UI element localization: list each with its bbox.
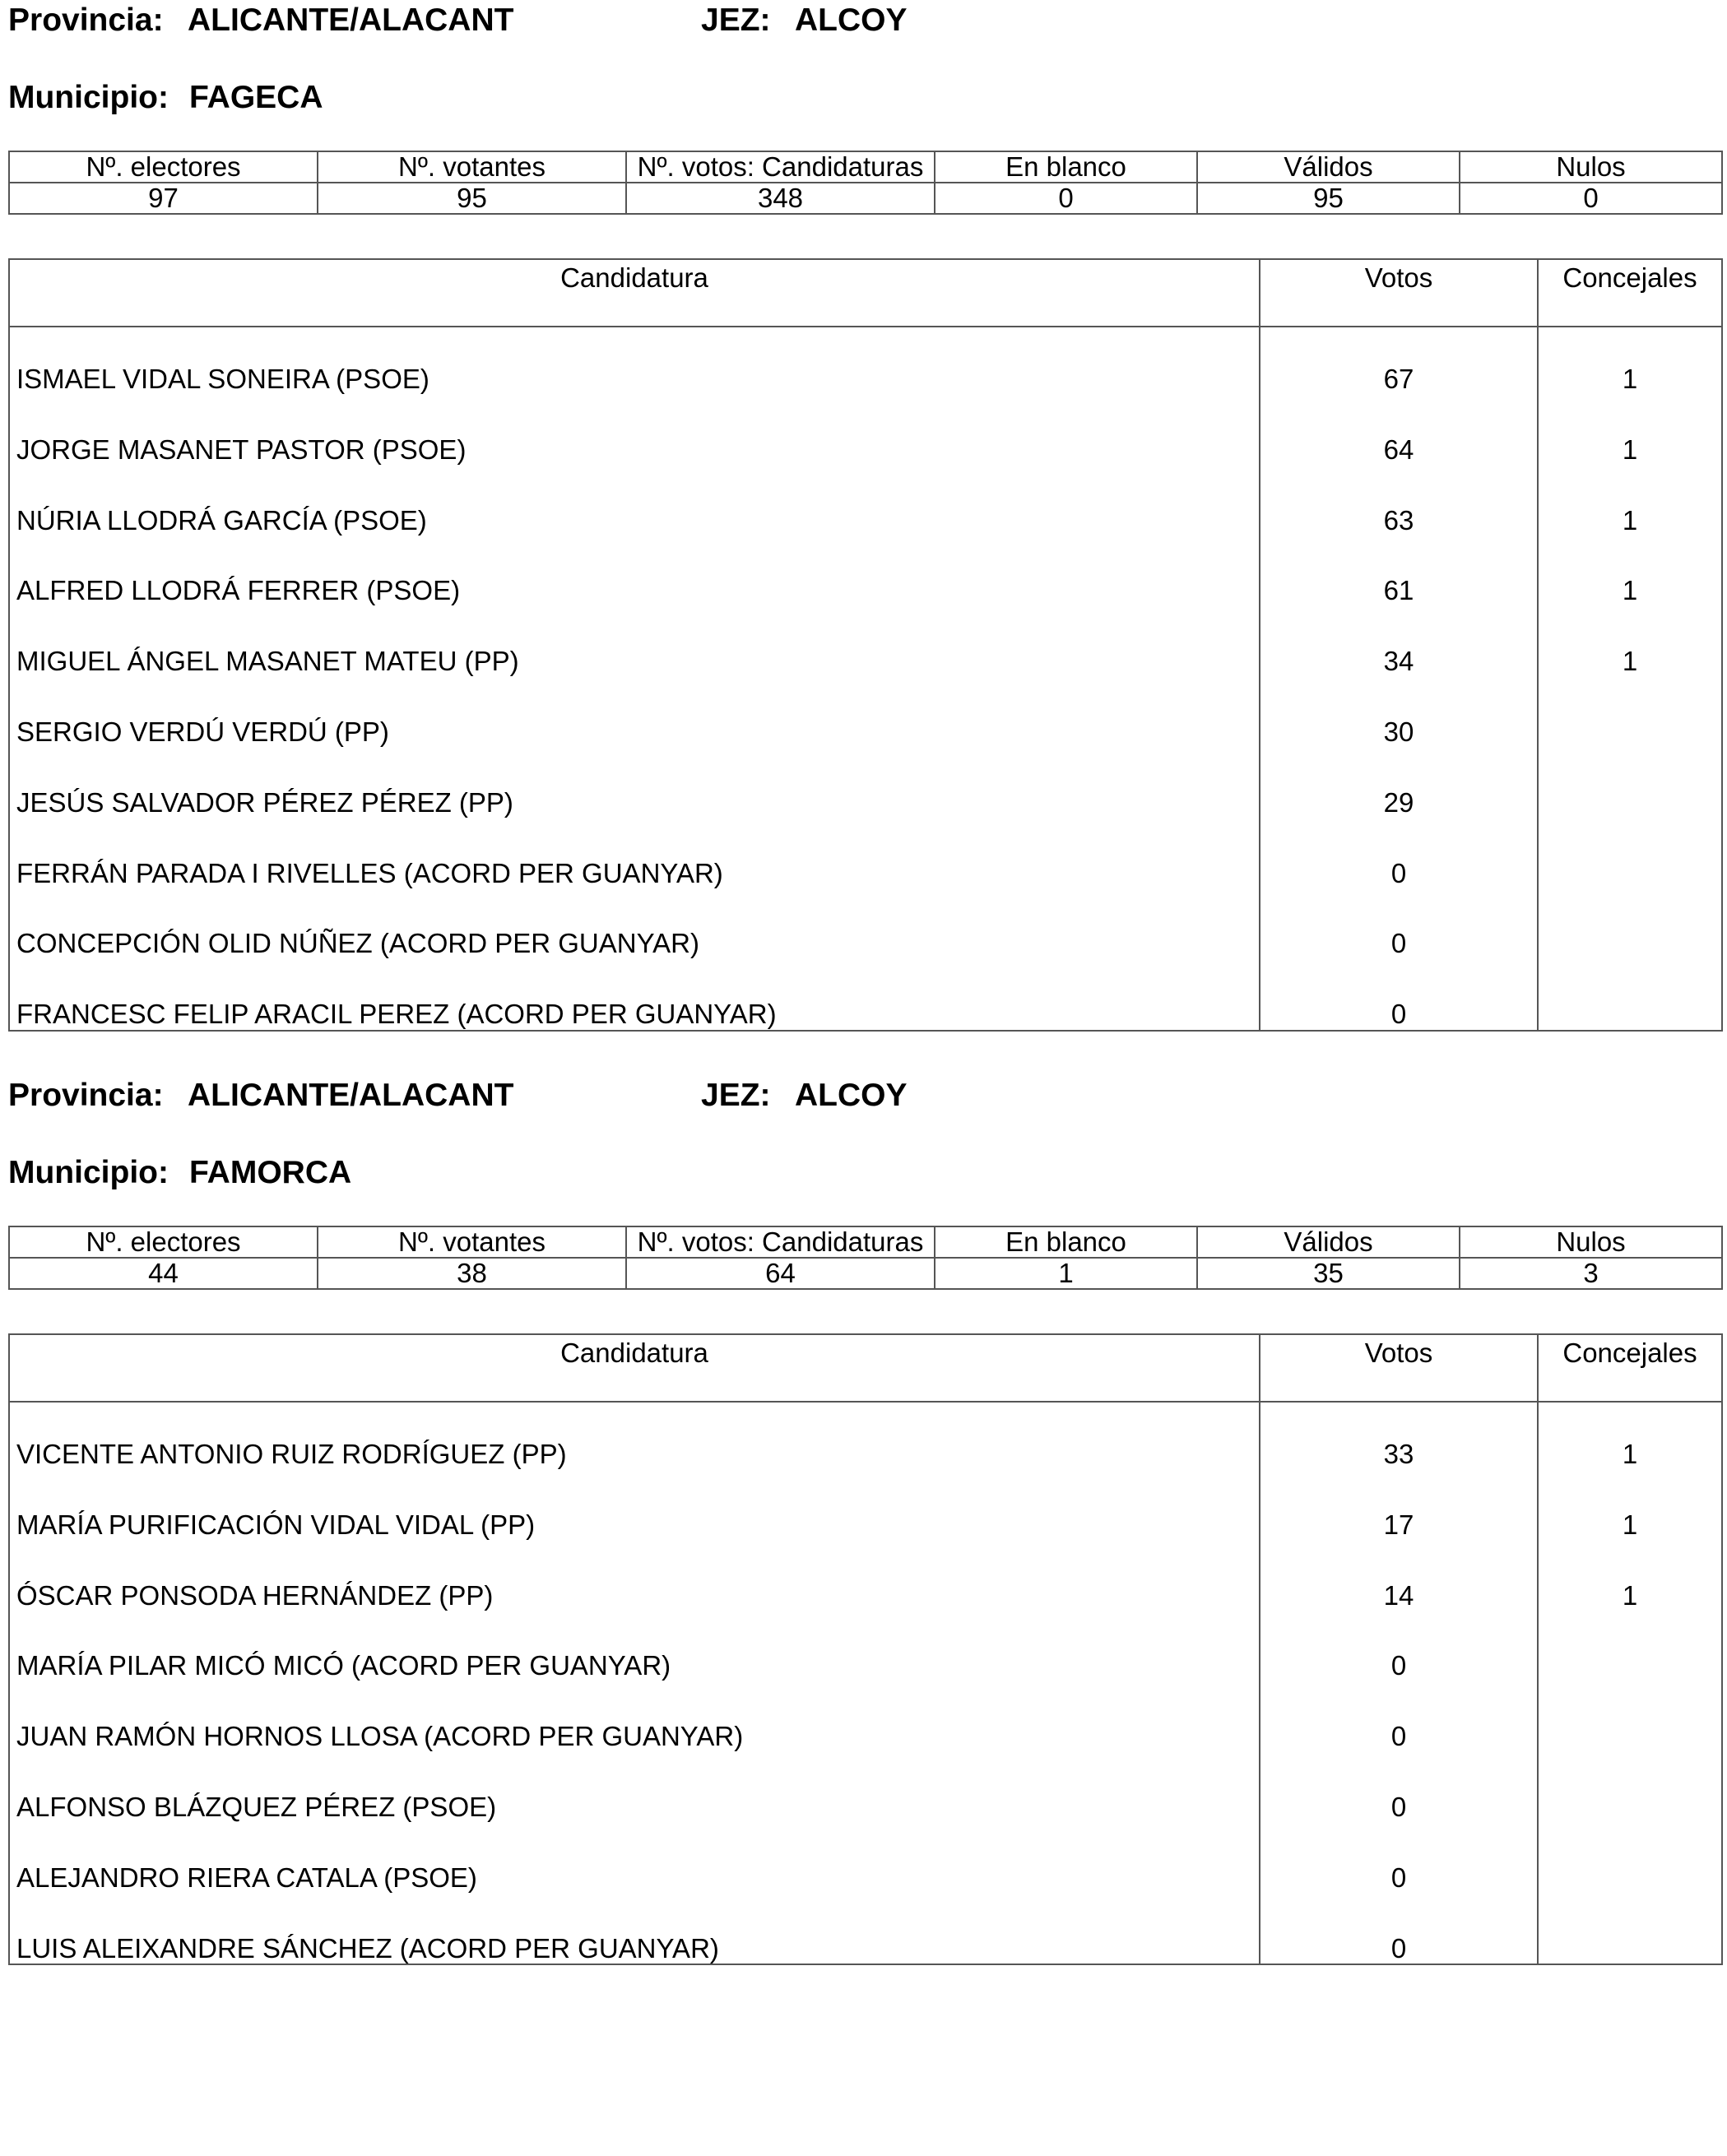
value-votos-candidaturas: 348 [626,183,935,214]
candidate-concejales: 1 [1622,646,1638,677]
candidate-name: LUIS ALEIXANDRE SÁNCHEZ (ACORD PER GUANYAR) [16,1932,719,1964]
jez-label: JEZ: [701,2,771,38]
provincia-value: ALICANTE/ALACANT [188,1078,514,1113]
value-validos: 35 [1197,1258,1460,1289]
candidate-concejales: 1 [1622,1509,1638,1540]
municipio-label: Municipio: [8,80,169,115]
candidate-row [10,1772,1721,1843]
candidate-votos: 0 [1390,1650,1407,1681]
candidate-row [10,697,1721,767]
candidate-votos: 0 [1390,1932,1407,1964]
provincia-label: Provincia: [8,1078,164,1113]
municipio-label: Municipio: [8,1155,169,1190]
summary-table [8,1226,1723,1290]
candidate-votos: 30 [1383,716,1414,747]
candidates-table [8,1333,1723,1965]
header-en-blanco: En blanco [935,151,1197,183]
value-validos: 95 [1197,183,1460,214]
header-candidatura: Candidatura [560,262,708,293]
candidate-name: MARÍA PURIFICACIÓN VIDAL VIDAL (PP) [16,1509,536,1540]
header-nulos: Nulos [1460,1226,1722,1258]
candidate-row [10,908,1721,979]
header-candidatura: Candidatura [560,1338,708,1368]
candidate-row [10,415,1721,485]
candidate-row [10,1701,1721,1772]
candidate-row [10,626,1721,697]
candidate-name: SERGIO VERDÚ VERDÚ (PP) [16,716,389,747]
candidate-name: JESÚS SALVADOR PÉREZ PÉREZ (PP) [16,786,513,818]
candidate-concejales: 1 [1622,575,1638,606]
candidate-concejales: 1 [1622,434,1638,465]
candidate-name: ALFONSO BLÁZQUEZ PÉREZ (PSOE) [16,1791,497,1822]
header-electores: Nº. electores [9,1226,318,1258]
value-votos-candidaturas: 64 [626,1258,935,1289]
jez-value: ALCOY [795,2,908,38]
candidate-name: CONCEPCIÓN OLID NÚÑEZ (ACORD PER GUANYAR) [16,928,699,959]
header-votantes: Nº. votantes [318,151,626,183]
candidate-name: FERRÁN PARADA I RIVELLES (ACORD PER GUANYAR) [16,857,723,888]
candidate-votos: 17 [1383,1509,1414,1540]
header-electores: Nº. electores [9,151,318,183]
candidate-votos: 61 [1383,575,1414,606]
candidate-votos: 0 [1390,1721,1407,1752]
candidate-name: ALFRED LLODRÁ FERRER (PSOE) [16,575,461,606]
summary-table [8,151,1723,215]
candidate-name: MARÍA PILAR MICÓ MICÓ (ACORD PER GUANYAR) [16,1650,671,1681]
jez-value: ALCOY [795,1078,908,1113]
candidate-votos: 0 [1390,1791,1407,1822]
header-votos: Votos [1364,1338,1433,1368]
candidate-votos: 29 [1383,786,1414,818]
candidate-row [10,1913,1721,1984]
candidate-name: ALEJANDRO RIERA CATALA (PSOE) [16,1862,477,1893]
value-electores: 44 [9,1258,318,1289]
candidate-row [10,1419,1721,1490]
value-nulos: 0 [1460,183,1722,214]
value-votantes: 38 [318,1258,626,1289]
candidate-name: MIGUEL ÁNGEL MASANET MATEU (PP) [16,646,519,677]
candidate-row [10,1630,1721,1701]
header-concejales: Concejales [1562,262,1697,293]
value-nulos: 3 [1460,1258,1722,1289]
candidate-row [10,485,1721,556]
candidates-table [8,258,1723,1032]
candidate-row [10,767,1721,838]
candidate-concejales: 1 [1622,1579,1638,1611]
candidate-votos: 63 [1383,504,1414,536]
candidate-name: NÚRIA LLODRÁ GARCÍA (PSOE) [16,504,427,536]
candidate-row [10,344,1721,415]
provincia-label: Provincia: [8,2,164,38]
header-nulos: Nulos [1460,151,1722,183]
candidate-votos: 0 [1390,1862,1407,1893]
candidate-name: FRANCESC FELIP ARACIL PEREZ (ACORD PER GUANYAR) [16,999,777,1030]
municipio-value: FAGECA [189,80,323,115]
header-votos-candidaturas: Nº. votos: Candidaturas [626,151,935,183]
candidate-votos: 64 [1383,434,1414,465]
candidate-votos: 0 [1390,999,1407,1030]
candidate-votos: 14 [1383,1579,1414,1611]
candidate-votos: 0 [1390,857,1407,888]
header-votantes: Nº. votantes [318,1226,626,1258]
candidate-concejales: 1 [1622,364,1638,394]
section-fageca [0,0,1727,1069]
value-en-blanco: 1 [935,1258,1197,1289]
candidate-row [10,1560,1721,1631]
section-famorca [0,1075,1727,2144]
candidate-name: ISMAEL VIDAL SONEIRA (PSOE) [16,364,429,394]
header-votos: Votos [1364,262,1433,293]
header-votos-candidaturas: Nº. votos: Candidaturas [626,1226,935,1258]
candidate-name: ÓSCAR PONSODA HERNÁNDEZ (PP) [16,1579,494,1611]
candidate-name: JUAN RAMÓN HORNOS LLOSA (ACORD PER GUANYAR) [16,1721,744,1752]
candidate-name: VICENTE ANTONIO RUIZ RODRÍGUEZ (PP) [16,1439,567,1469]
header-validos: Válidos [1197,1226,1460,1258]
candidate-row [10,555,1721,626]
candidate-votos: 33 [1383,1439,1414,1469]
candidate-name: JORGE MASANET PASTOR (PSOE) [16,434,467,465]
value-votantes: 95 [318,183,626,214]
candidate-row [10,1843,1721,1913]
candidate-votos: 67 [1383,364,1414,394]
municipio-value: FAMORCA [189,1155,352,1190]
provincia-value: ALICANTE/ALACANT [188,2,514,38]
value-en-blanco: 0 [935,183,1197,214]
candidate-concejales: 1 [1622,504,1638,536]
candidate-row [10,1490,1721,1560]
candidate-votos: 34 [1383,646,1414,677]
candidate-row [10,838,1721,909]
header-en-blanco: En blanco [935,1226,1197,1258]
header-validos: Válidos [1197,151,1460,183]
candidate-votos: 0 [1390,928,1407,959]
header-concejales: Concejales [1562,1338,1697,1368]
jez-label: JEZ: [701,1078,771,1113]
value-electores: 97 [9,183,318,214]
candidate-concejales: 1 [1622,1439,1638,1469]
candidate-row [10,979,1721,1050]
